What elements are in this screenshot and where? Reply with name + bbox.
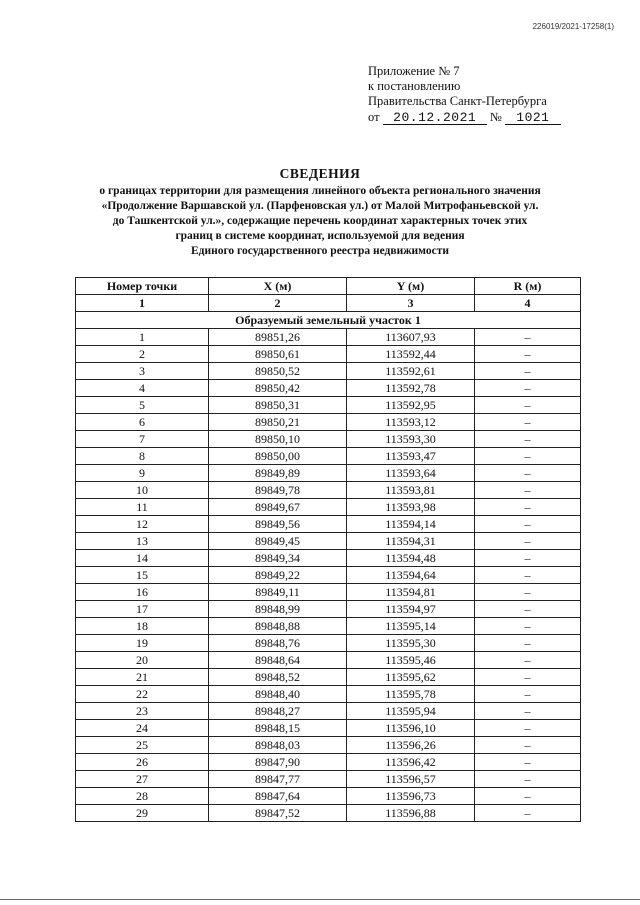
x-coordinate-cell: 89848,15 <box>209 720 347 737</box>
radius-cell: – <box>475 805 581 822</box>
column-number-row <box>76 295 581 312</box>
table-row <box>76 686 581 703</box>
y-coordinate-cell: 113607,93 <box>347 329 475 346</box>
y-coordinate-cell: 113594,48 <box>347 550 475 567</box>
y-coordinate-cell: 113594,81 <box>347 584 475 601</box>
radius-cell: – <box>475 737 581 754</box>
x-coordinate-cell: 89851,26 <box>209 329 347 346</box>
y-coordinate-cell: 113595,30 <box>347 635 475 652</box>
radius-cell: – <box>475 720 581 737</box>
header-y: Y (м) <box>347 278 475 295</box>
point-number-cell: 25 <box>76 737 209 754</box>
radius-cell: – <box>475 652 581 669</box>
number-label: № <box>489 110 502 124</box>
point-number-cell: 16 <box>76 584 209 601</box>
table-row <box>76 618 581 635</box>
coordinates-table <box>75 277 581 822</box>
radius-cell: – <box>475 686 581 703</box>
table-row <box>76 601 581 618</box>
heading-line-5: Единого государственного реестра недвижимости <box>191 245 449 257</box>
radius-cell: – <box>475 465 581 482</box>
radius-cell: – <box>475 567 581 584</box>
y-coordinate-cell: 113594,97 <box>347 601 475 618</box>
table-row <box>76 720 581 737</box>
table-row <box>76 380 581 397</box>
x-coordinate-cell: 89850,52 <box>209 363 347 380</box>
point-number-cell: 1 <box>76 329 209 346</box>
y-coordinate-cell: 113594,14 <box>347 516 475 533</box>
x-coordinate-cell: 89848,64 <box>209 652 347 669</box>
y-coordinate-cell: 113592,95 <box>347 397 475 414</box>
x-coordinate-cell: 89847,64 <box>209 788 347 805</box>
table-row <box>76 737 581 754</box>
resolution-date: 20.12.2021 <box>383 111 487 125</box>
resolution-number: 1021 <box>505 111 561 125</box>
x-coordinate-cell: 89849,89 <box>209 465 347 482</box>
table-row <box>76 363 581 380</box>
appendix-line-1: Приложение № 7 <box>368 64 460 78</box>
table-body <box>76 329 581 822</box>
point-number-cell: 3 <box>76 363 209 380</box>
table-row <box>76 482 581 499</box>
table-row <box>76 448 581 465</box>
radius-cell: – <box>475 669 581 686</box>
radius-cell: – <box>475 754 581 771</box>
point-number-cell: 4 <box>76 380 209 397</box>
y-coordinate-cell: 113596,73 <box>347 788 475 805</box>
radius-cell: – <box>475 516 581 533</box>
section-title: Образуемый земельный участок 1 <box>76 312 581 329</box>
point-number-cell: 27 <box>76 771 209 788</box>
radius-cell: – <box>475 380 581 397</box>
radius-cell: – <box>475 363 581 380</box>
y-coordinate-cell: 113596,10 <box>347 720 475 737</box>
table-row <box>76 465 581 482</box>
header-x: X (м) <box>209 278 347 295</box>
y-coordinate-cell: 113593,47 <box>347 448 475 465</box>
point-number-cell: 13 <box>76 533 209 550</box>
radius-cell: – <box>475 431 581 448</box>
table-row <box>76 397 581 414</box>
point-number-cell: 11 <box>76 499 209 516</box>
y-coordinate-cell: 113596,57 <box>347 771 475 788</box>
heading-line-2: «Продолжение Варшавской ул. (Парфеновская ул.) от Малой Митрофаньевской ул. <box>101 200 539 212</box>
appendix-date-row <box>368 110 561 125</box>
radius-cell: – <box>475 618 581 635</box>
table-row <box>76 805 581 822</box>
x-coordinate-cell: 89850,00 <box>209 448 347 465</box>
x-coordinate-cell: 89848,76 <box>209 635 347 652</box>
x-coordinate-cell: 89848,27 <box>209 703 347 720</box>
document-id: 226019/2021-17258(1) <box>532 22 614 31</box>
table-row <box>76 703 581 720</box>
y-coordinate-cell: 113595,46 <box>347 652 475 669</box>
point-number-cell: 23 <box>76 703 209 720</box>
x-coordinate-cell: 89848,40 <box>209 686 347 703</box>
column-number: 2 <box>209 295 347 312</box>
radius-cell: – <box>475 635 581 652</box>
heading-line-4: границ в системе координат, используемой для ведения <box>175 230 465 242</box>
y-coordinate-cell: 113596,88 <box>347 805 475 822</box>
x-coordinate-cell: 89849,67 <box>209 499 347 516</box>
table-row <box>76 533 581 550</box>
point-number-cell: 7 <box>76 431 209 448</box>
radius-cell: – <box>475 414 581 431</box>
table-row <box>76 516 581 533</box>
table-row <box>76 788 581 805</box>
y-coordinate-cell: 113593,64 <box>347 465 475 482</box>
point-number-cell: 14 <box>76 550 209 567</box>
heading-line-1: о границах территории для размещения линейного объекта регионального значения <box>99 185 541 197</box>
heading-line-3: до Ташкентской ул.», содержащие перечень координат характерных точек этих <box>112 215 528 227</box>
y-coordinate-cell: 113595,94 <box>347 703 475 720</box>
appendix-line-3: Правительства Санкт-Петербурга <box>368 94 547 108</box>
y-coordinate-cell: 113595,78 <box>347 686 475 703</box>
x-coordinate-cell: 89849,11 <box>209 584 347 601</box>
y-coordinate-cell: 113595,14 <box>347 618 475 635</box>
point-number-cell: 8 <box>76 448 209 465</box>
point-number-cell: 28 <box>76 788 209 805</box>
radius-cell: – <box>475 329 581 346</box>
x-coordinate-cell: 89847,77 <box>209 771 347 788</box>
table-row <box>76 329 581 346</box>
x-coordinate-cell: 89850,31 <box>209 397 347 414</box>
x-coordinate-cell: 89850,21 <box>209 414 347 431</box>
x-coordinate-cell: 89849,56 <box>209 516 347 533</box>
point-number-cell: 6 <box>76 414 209 431</box>
point-number-cell: 24 <box>76 720 209 737</box>
table-row <box>76 584 581 601</box>
table-row <box>76 754 581 771</box>
y-coordinate-cell: 113592,44 <box>347 346 475 363</box>
y-coordinate-cell: 113593,30 <box>347 431 475 448</box>
point-number-cell: 2 <box>76 346 209 363</box>
header-point-number: Номер точки <box>76 278 209 295</box>
radius-cell: – <box>475 397 581 414</box>
radius-cell: – <box>475 601 581 618</box>
table-row <box>76 652 581 669</box>
point-number-cell: 12 <box>76 516 209 533</box>
x-coordinate-cell: 89849,45 <box>209 533 347 550</box>
radius-cell: – <box>475 771 581 788</box>
column-number: 4 <box>475 295 581 312</box>
x-coordinate-cell: 89850,10 <box>209 431 347 448</box>
x-coordinate-cell: 89849,78 <box>209 482 347 499</box>
y-coordinate-cell: 113594,64 <box>347 567 475 584</box>
column-number: 3 <box>347 295 475 312</box>
point-number-cell: 21 <box>76 669 209 686</box>
radius-cell: – <box>475 346 581 363</box>
point-number-cell: 29 <box>76 805 209 822</box>
table-row <box>76 550 581 567</box>
radius-cell: – <box>475 584 581 601</box>
y-coordinate-cell: 113593,12 <box>347 414 475 431</box>
section-row <box>76 312 581 329</box>
radius-cell: – <box>475 550 581 567</box>
radius-cell: – <box>475 448 581 465</box>
radius-cell: – <box>475 788 581 805</box>
heading-title: СВЕДЕНИЯ <box>279 166 361 181</box>
x-coordinate-cell: 89848,03 <box>209 737 347 754</box>
x-coordinate-cell: 89849,34 <box>209 550 347 567</box>
table-row <box>76 346 581 363</box>
appendix-line-2: к постановлению <box>368 79 461 93</box>
from-label: от <box>368 110 380 124</box>
y-coordinate-cell: 113596,42 <box>347 754 475 771</box>
table-row <box>76 567 581 584</box>
x-coordinate-cell: 89848,99 <box>209 601 347 618</box>
x-coordinate-cell: 89847,90 <box>209 754 347 771</box>
document-heading <box>70 166 570 259</box>
y-coordinate-cell: 113594,31 <box>347 533 475 550</box>
point-number-cell: 5 <box>76 397 209 414</box>
point-number-cell: 18 <box>76 618 209 635</box>
page-bottom-rule <box>0 899 640 900</box>
point-number-cell: 15 <box>76 567 209 584</box>
table-row <box>76 431 581 448</box>
point-number-cell: 22 <box>76 686 209 703</box>
table-row <box>76 414 581 431</box>
x-coordinate-cell: 89848,52 <box>209 669 347 686</box>
point-number-cell: 26 <box>76 754 209 771</box>
point-number-cell: 10 <box>76 482 209 499</box>
y-coordinate-cell: 113592,78 <box>347 380 475 397</box>
y-coordinate-cell: 113596,26 <box>347 737 475 754</box>
y-coordinate-cell: 113595,62 <box>347 669 475 686</box>
y-coordinate-cell: 113592,61 <box>347 363 475 380</box>
table-row <box>76 771 581 788</box>
point-number-cell: 19 <box>76 635 209 652</box>
y-coordinate-cell: 113593,98 <box>347 499 475 516</box>
table-row <box>76 669 581 686</box>
point-number-cell: 17 <box>76 601 209 618</box>
point-number-cell: 9 <box>76 465 209 482</box>
point-number-cell: 20 <box>76 652 209 669</box>
radius-cell: – <box>475 482 581 499</box>
table-header-row <box>76 278 581 295</box>
y-coordinate-cell: 113593,81 <box>347 482 475 499</box>
column-number: 1 <box>76 295 209 312</box>
radius-cell: – <box>475 499 581 516</box>
appendix-block <box>368 64 561 125</box>
radius-cell: – <box>475 533 581 550</box>
x-coordinate-cell: 89850,42 <box>209 380 347 397</box>
x-coordinate-cell: 89847,52 <box>209 805 347 822</box>
x-coordinate-cell: 89848,88 <box>209 618 347 635</box>
radius-cell: – <box>475 703 581 720</box>
x-coordinate-cell: 89849,22 <box>209 567 347 584</box>
table-row <box>76 635 581 652</box>
table-row <box>76 499 581 516</box>
header-r: R (м) <box>475 278 581 295</box>
x-coordinate-cell: 89850,61 <box>209 346 347 363</box>
